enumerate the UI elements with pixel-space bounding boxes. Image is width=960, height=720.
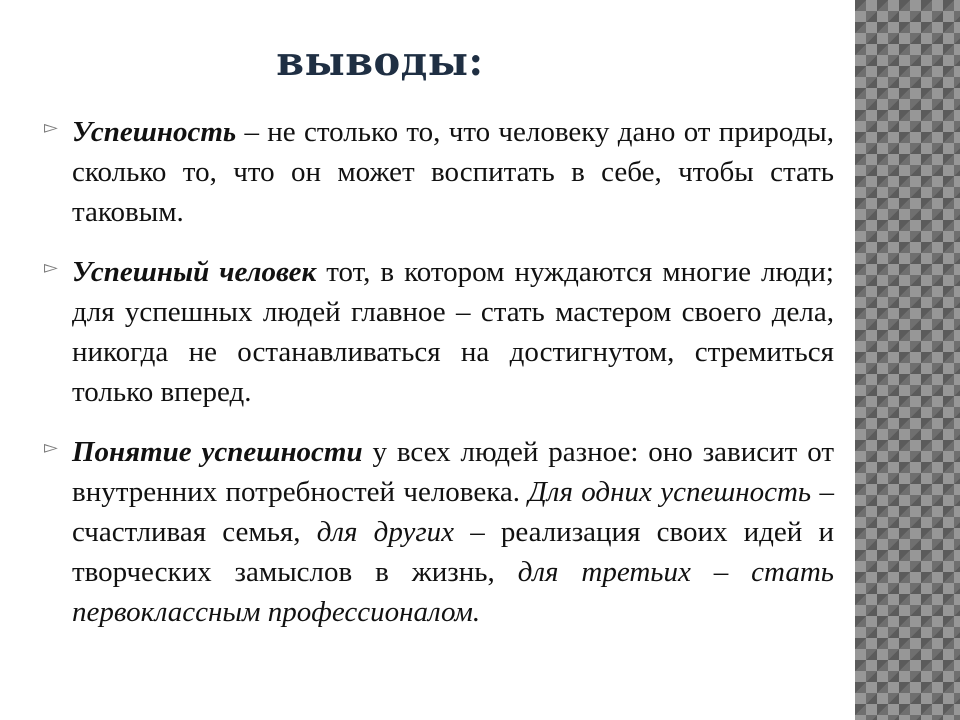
slide-title: выводы: xyxy=(276,38,484,85)
bullet-term: Успешный человек xyxy=(72,256,317,288)
bullet-term: Успешность xyxy=(72,116,237,148)
bullet-list xyxy=(44,112,834,652)
bullet-emphasis: Для одних успешность xyxy=(528,476,812,508)
bullet-text: тот, в котором нуждаются многие люди; для успешных людей главное – стать мастером своего дела, никогда не останавливаться на достигнутом, стремиться только вперед. xyxy=(72,256,834,408)
bullet-text: – не столько то, что человеку дано от природы, сколько то, что он может воспитать в себе, чтобы стать таковым. xyxy=(72,116,834,228)
bullet-text: у всех людей разное: оно зависит от внутренних потребностей человека. xyxy=(72,436,834,508)
bullet-item xyxy=(44,112,834,232)
bullet-text: – счастливая семья, xyxy=(72,476,835,548)
hollow-triangle-bullet-icon: ▻ xyxy=(44,437,58,457)
bullet-emphasis: для третьих – стать первоклассным профессионалом. xyxy=(72,556,834,628)
bullet-text: – реализация своих идей и творческих замыслов в жизнь, xyxy=(72,516,834,588)
decorative-side-pattern xyxy=(855,0,960,720)
bullet-item xyxy=(44,252,834,412)
hollow-triangle-bullet-icon: ▻ xyxy=(44,257,58,277)
bullet-emphasis: для других xyxy=(316,516,455,548)
bullet-term: Понятие успешности xyxy=(72,436,363,468)
bullet-item xyxy=(44,432,834,632)
hollow-triangle-bullet-icon: ▻ xyxy=(44,117,58,137)
